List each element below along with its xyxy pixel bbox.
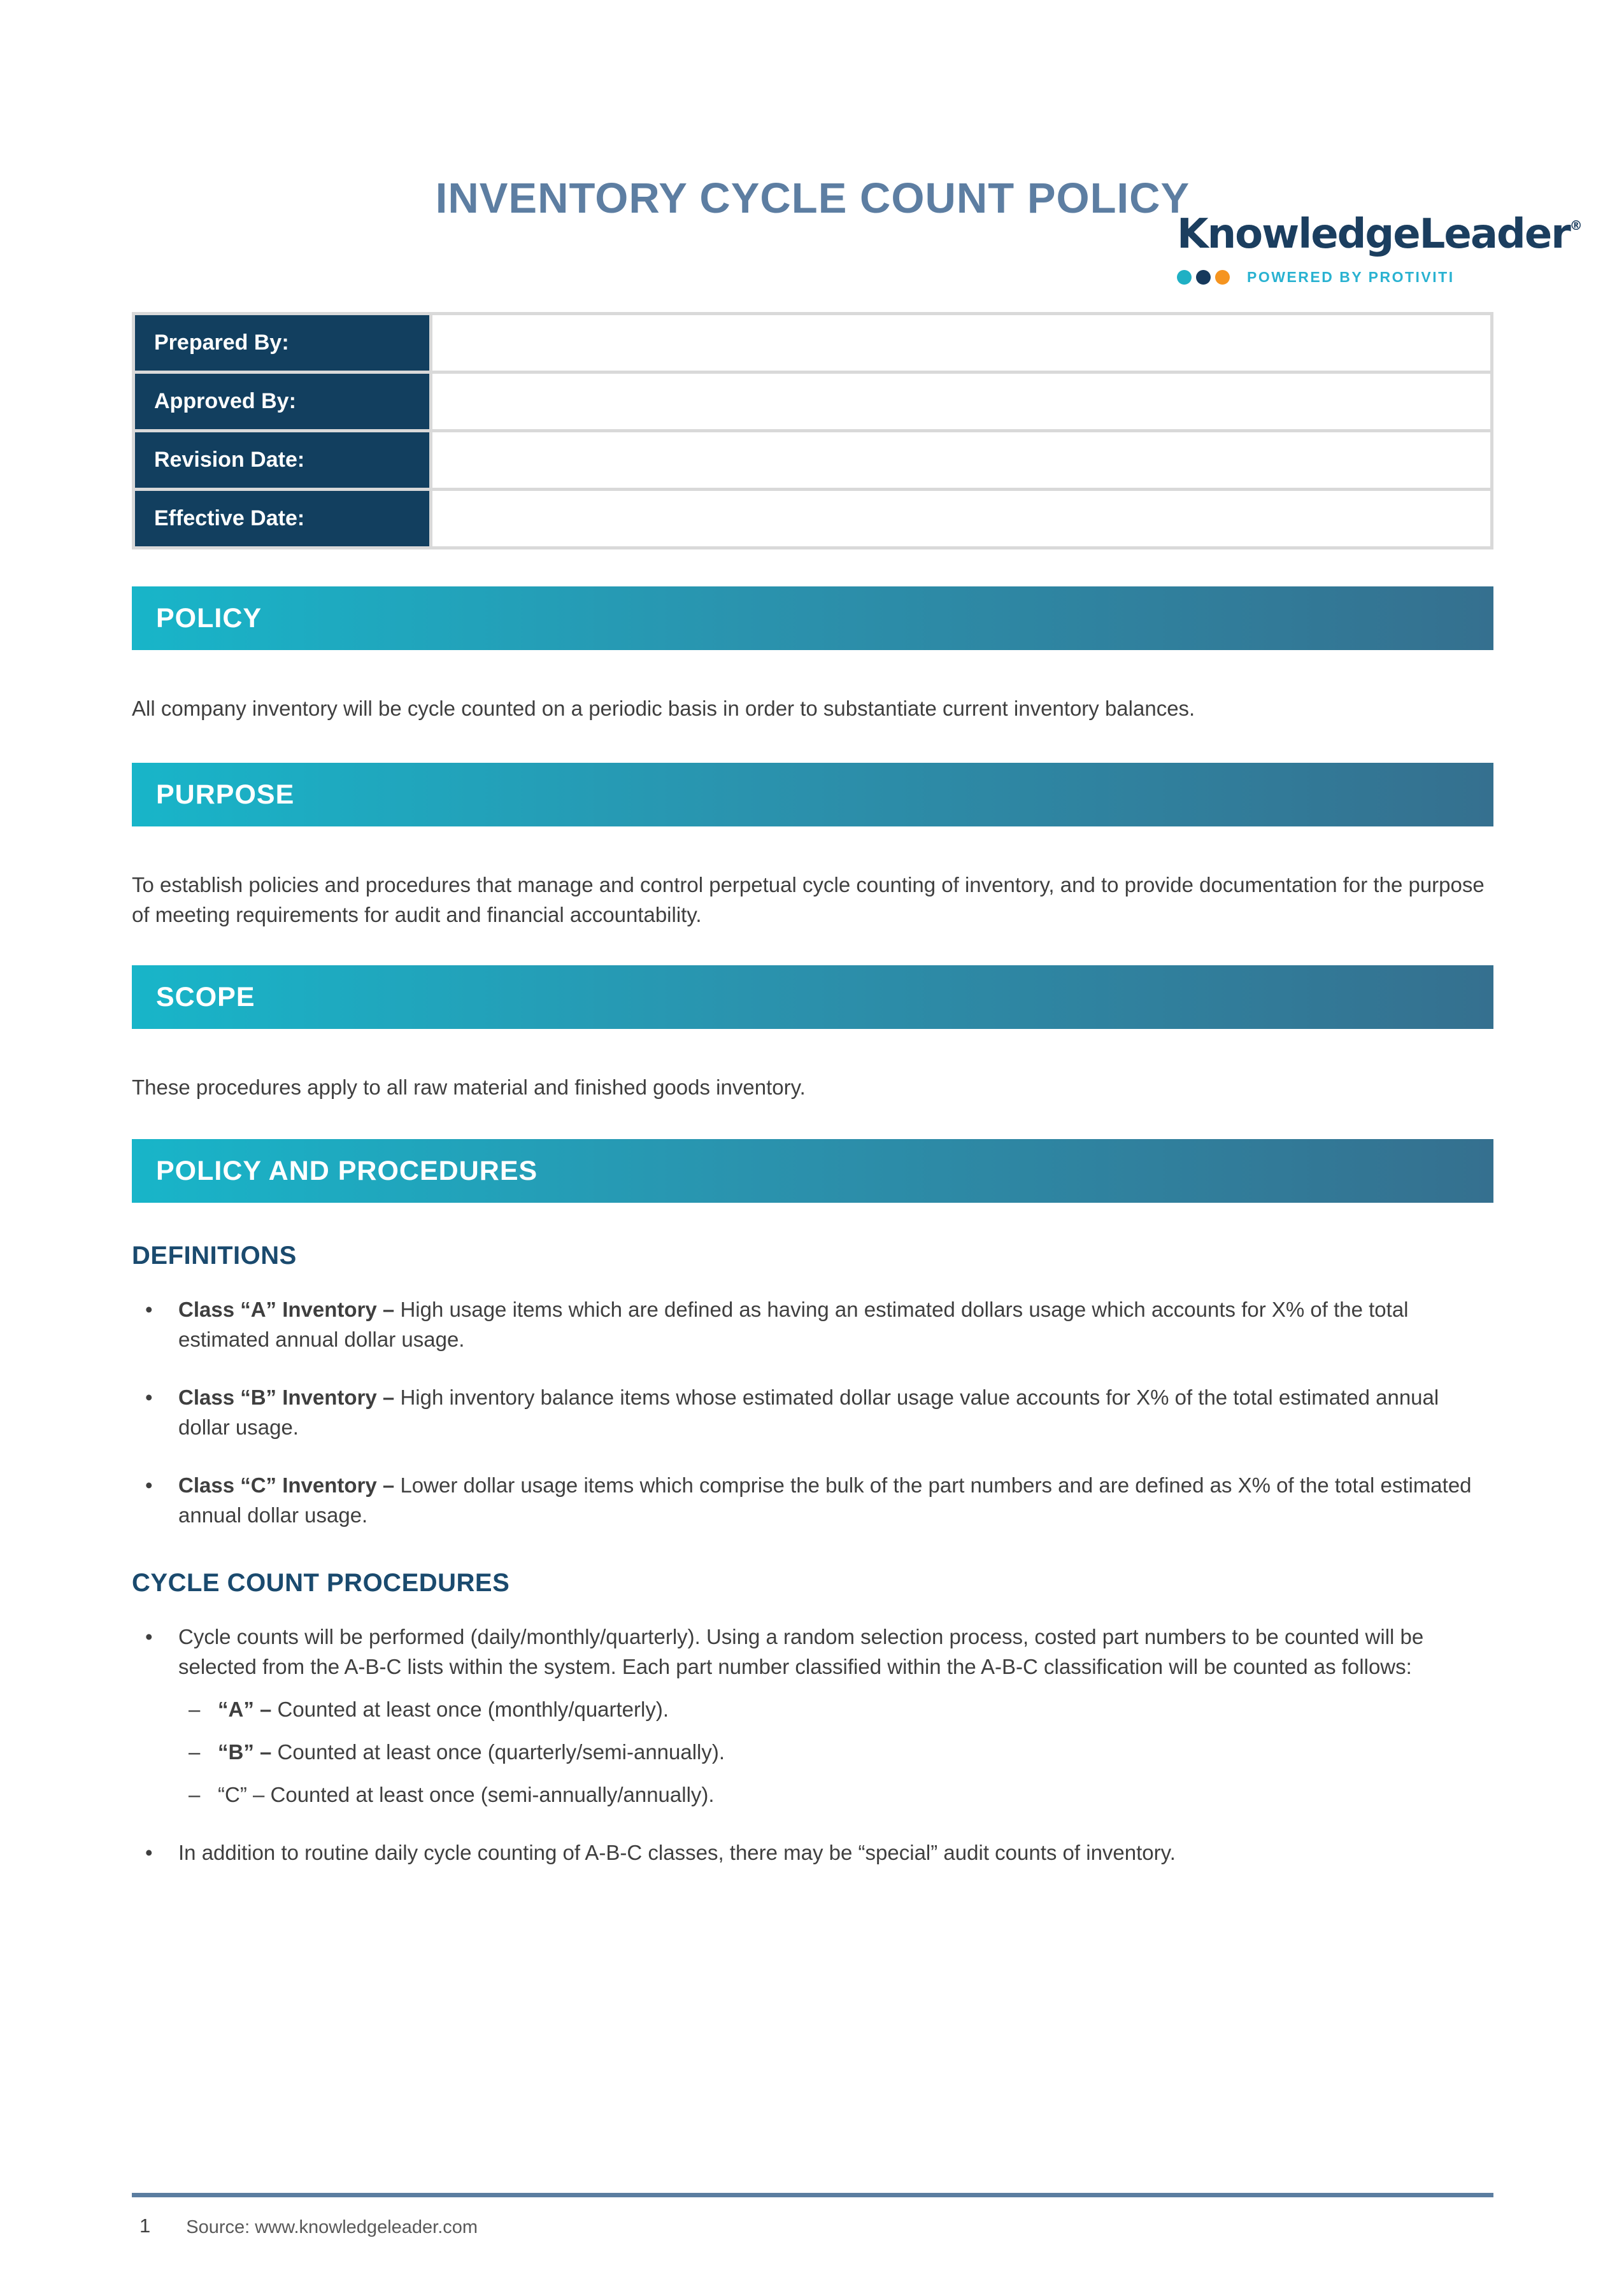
info-value-effective-date	[431, 490, 1492, 548]
info-label-prepared-by: Prepared By:	[134, 314, 431, 372]
cycle-count-closing: In addition to routine daily cycle counting of A-B-C classes, there may be “special” audit counts of inventory.	[178, 1841, 1176, 1864]
info-value-revision-date	[431, 431, 1492, 490]
page-title: INVENTORY CYCLE COUNT POLICY	[435, 174, 1190, 222]
brand-dot-teal-icon	[1177, 270, 1192, 285]
brand-tagline	[1177, 269, 1583, 286]
definitions-list	[132, 1294, 1493, 1530]
dash-icon: –	[189, 1697, 201, 1721]
cycle-count-sublist	[185, 1694, 1493, 1810]
document-page	[0, 173, 1624, 2296]
definition-class-c	[178, 1470, 1493, 1530]
cycle-count-procedures-list	[132, 1622, 1493, 1867]
brand-dot-orange-icon	[1215, 270, 1230, 285]
bullet-icon: •	[145, 1841, 153, 1864]
table-row	[134, 490, 1492, 548]
section-header-scope: SCOPE	[132, 965, 1493, 1029]
info-label-approved-by: Approved By:	[134, 372, 431, 431]
info-value-prepared-by	[431, 314, 1492, 372]
list-item	[132, 1294, 1493, 1354]
dash-icon: –	[189, 1740, 201, 1764]
definition-class-a-rest: High usage items which are defined as having an estimated dollars usage which accounts for X% of the total estimated annual dollar usage.	[178, 1298, 1409, 1351]
list-item	[132, 1382, 1493, 1442]
definitions-heading: DEFINITIONS	[132, 1242, 297, 1270]
definition-class-c-rest: Lower dollar usage items which comprise the bulk of the part numbers and are defined as X% of the total estimated annual dollar usage.	[178, 1473, 1472, 1527]
list-item	[185, 1737, 1493, 1767]
brand-logo	[1177, 211, 1583, 286]
cycle-count-intro: Cycle counts will be performed (daily/monthly/quarterly). Using a random selection process, costed part numbers to be counted will be selected from the A-B-C lists within the system. Each part number classified within the A-B-C classification will be counted as follows:	[178, 1625, 1424, 1678]
brand-dot-navy-icon	[1196, 270, 1211, 285]
list-item	[185, 1780, 1493, 1810]
definition-class-b-rest: High inventory balance items whose estimated dollar usage value accounts for X% of the total estimated annual dollar usage.	[178, 1385, 1439, 1439]
section-header-purpose: PURPOSE	[132, 763, 1493, 826]
subitem-class-b	[218, 1737, 725, 1767]
definition-class-a-lead: Class “A” Inventory –	[178, 1298, 395, 1321]
subitem-class-a	[218, 1694, 669, 1724]
subitem-class-c-rest: Counted at least once (semi-annually/annually).	[264, 1783, 715, 1806]
list-item	[185, 1694, 1493, 1724]
definition-class-c-lead: Class “C” Inventory –	[178, 1473, 395, 1497]
cycle-count-procedures-heading: CYCLE COUNT PROCEDURES	[132, 1569, 510, 1597]
table-row	[134, 314, 1492, 372]
subitem-class-a-lead: “A” –	[218, 1697, 272, 1721]
purpose-paragraph: To establish policies and procedures that manage and control perpetual cycle counting of inventory, and to provide documentation for the purpose of meeting requirements for audit and financial accountability.	[132, 873, 1485, 926]
definition-class-a	[178, 1294, 1493, 1354]
subitem-class-b-lead: “B” –	[218, 1740, 272, 1764]
info-label-effective-date: Effective Date:	[134, 490, 431, 548]
document-info-table	[132, 312, 1493, 549]
list-item	[132, 1838, 1493, 1867]
table-row	[134, 372, 1492, 431]
brand-name-text: KnowledgeLeader	[1177, 211, 1570, 258]
bullet-icon: •	[145, 1385, 153, 1409]
bullet-icon: •	[145, 1625, 153, 1648]
page-footer	[139, 2215, 478, 2238]
list-item	[132, 1470, 1493, 1530]
section-header-policy-and-procedures: POLICY AND PROCEDURES	[132, 1139, 1493, 1203]
subitem-class-c	[218, 1780, 715, 1810]
footer-divider	[132, 2193, 1493, 2197]
table-row	[134, 431, 1492, 490]
definition-class-b-lead: Class “B” Inventory –	[178, 1385, 395, 1409]
section-header-policy: POLICY	[132, 586, 1493, 650]
policy-paragraph: All company inventory will be cycle counted on a periodic basis in order to substantiate current inventory balances.	[132, 697, 1195, 720]
brand-name	[1177, 211, 1583, 258]
info-label-revision-date: Revision Date:	[134, 431, 431, 490]
subitem-class-a-rest: Counted at least once (monthly/quarterly).	[271, 1697, 669, 1721]
page-number: 1	[139, 2215, 151, 2237]
subitem-class-b-rest: Counted at least once (quarterly/semi-annually).	[271, 1740, 725, 1764]
definition-class-b	[178, 1382, 1493, 1442]
info-value-approved-by	[431, 372, 1492, 431]
list-item	[132, 1622, 1493, 1682]
scope-paragraph: These procedures apply to all raw material and finished goods inventory.	[132, 1075, 806, 1099]
dash-icon: –	[189, 1783, 201, 1806]
bullet-icon: •	[145, 1473, 153, 1497]
document-body	[132, 173, 1493, 1867]
brand-tagline-text: POWERED BY PROTIVITI	[1247, 269, 1455, 285]
footer-source-text: Source: www.knowledgeleader.com	[186, 2217, 478, 2237]
registered-trademark-icon: ®	[1569, 218, 1583, 233]
bullet-icon: •	[145, 1298, 153, 1321]
subitem-class-c-lead: “C” –	[218, 1783, 265, 1806]
